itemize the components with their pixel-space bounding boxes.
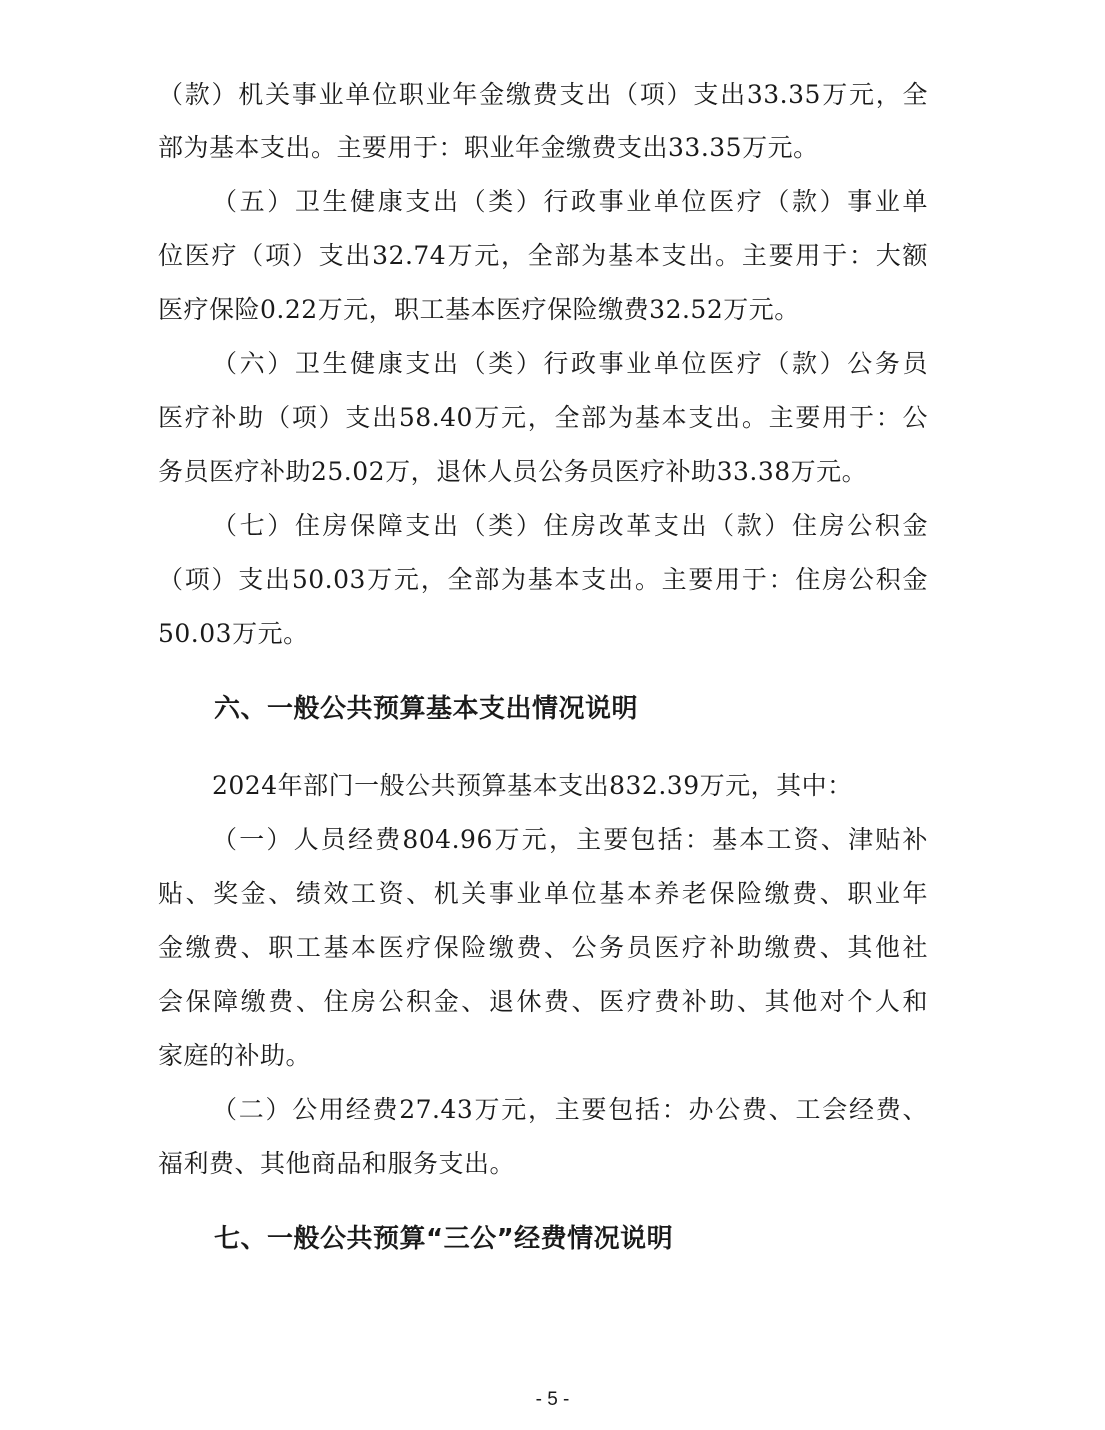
- paragraph-line: （七）住房保障支出（类）住房改革支出（款）住房公积金: [212, 511, 928, 540]
- paragraph-line: 50.03万元。: [158, 619, 309, 648]
- section-heading: 七、一般公共预算“三公”经费情况说明: [214, 1224, 674, 1254]
- section-heading: 六、一般公共预算基本支出情况说明: [214, 694, 639, 724]
- paragraph-line: 福利费、其他商品和服务支出。: [158, 1149, 516, 1178]
- paragraph-line: 部为基本支出。主要用于：职业年金缴费支出33.35万元。: [158, 133, 819, 162]
- paragraph-line: 贴、奖金、绩效工资、机关事业单位基本养老保险缴费、职业年: [158, 879, 928, 908]
- paragraph-line: （一）人员经费804.96万元，主要包括：基本工资、津贴补: [212, 825, 928, 854]
- paragraph-line: （六）卫生健康支出（类）行政事业单位医疗（款）公务员: [212, 349, 928, 378]
- paragraph-line: （款）机关事业单位职业年金缴费支出（项）支出33.35万元，全: [158, 80, 928, 109]
- paragraph-line: 务员医疗补助25.02万，退休人员公务员医疗补助33.38万元。: [158, 457, 868, 486]
- paragraph-line: 医疗保险0.22万元，职工基本医疗保险缴费32.52万元。: [158, 295, 800, 324]
- paragraph-line: 医疗补助（项）支出58.40万元，全部为基本支出。主要用于：公: [158, 403, 928, 432]
- page-number: - 5 -: [535, 1389, 570, 1410]
- paragraph-line: 会保障缴费、住房公积金、退休费、医疗费补助、其他对个人和: [158, 987, 928, 1016]
- paragraph-line: （二）公用经费27.43万元，主要包括：办公费、工会经费、: [212, 1095, 928, 1124]
- paragraph-line: （项）支出50.03万元，全部为基本支出。主要用于：住房公积金: [158, 565, 928, 594]
- paragraph-line: 位医疗（项）支出32.74万元，全部为基本支出。主要用于：大额: [158, 241, 928, 270]
- paragraph-line: （五）卫生健康支出（类）行政事业单位医疗（款）事业单: [212, 187, 928, 216]
- paragraph-line: 金缴费、职工基本医疗保险缴费、公务员医疗补助缴费、其他社: [158, 933, 928, 962]
- paragraph-line: 2024年部门一般公共预算基本支出832.39万元，其中：: [212, 771, 853, 800]
- paragraph-line: 家庭的补助。: [158, 1041, 312, 1070]
